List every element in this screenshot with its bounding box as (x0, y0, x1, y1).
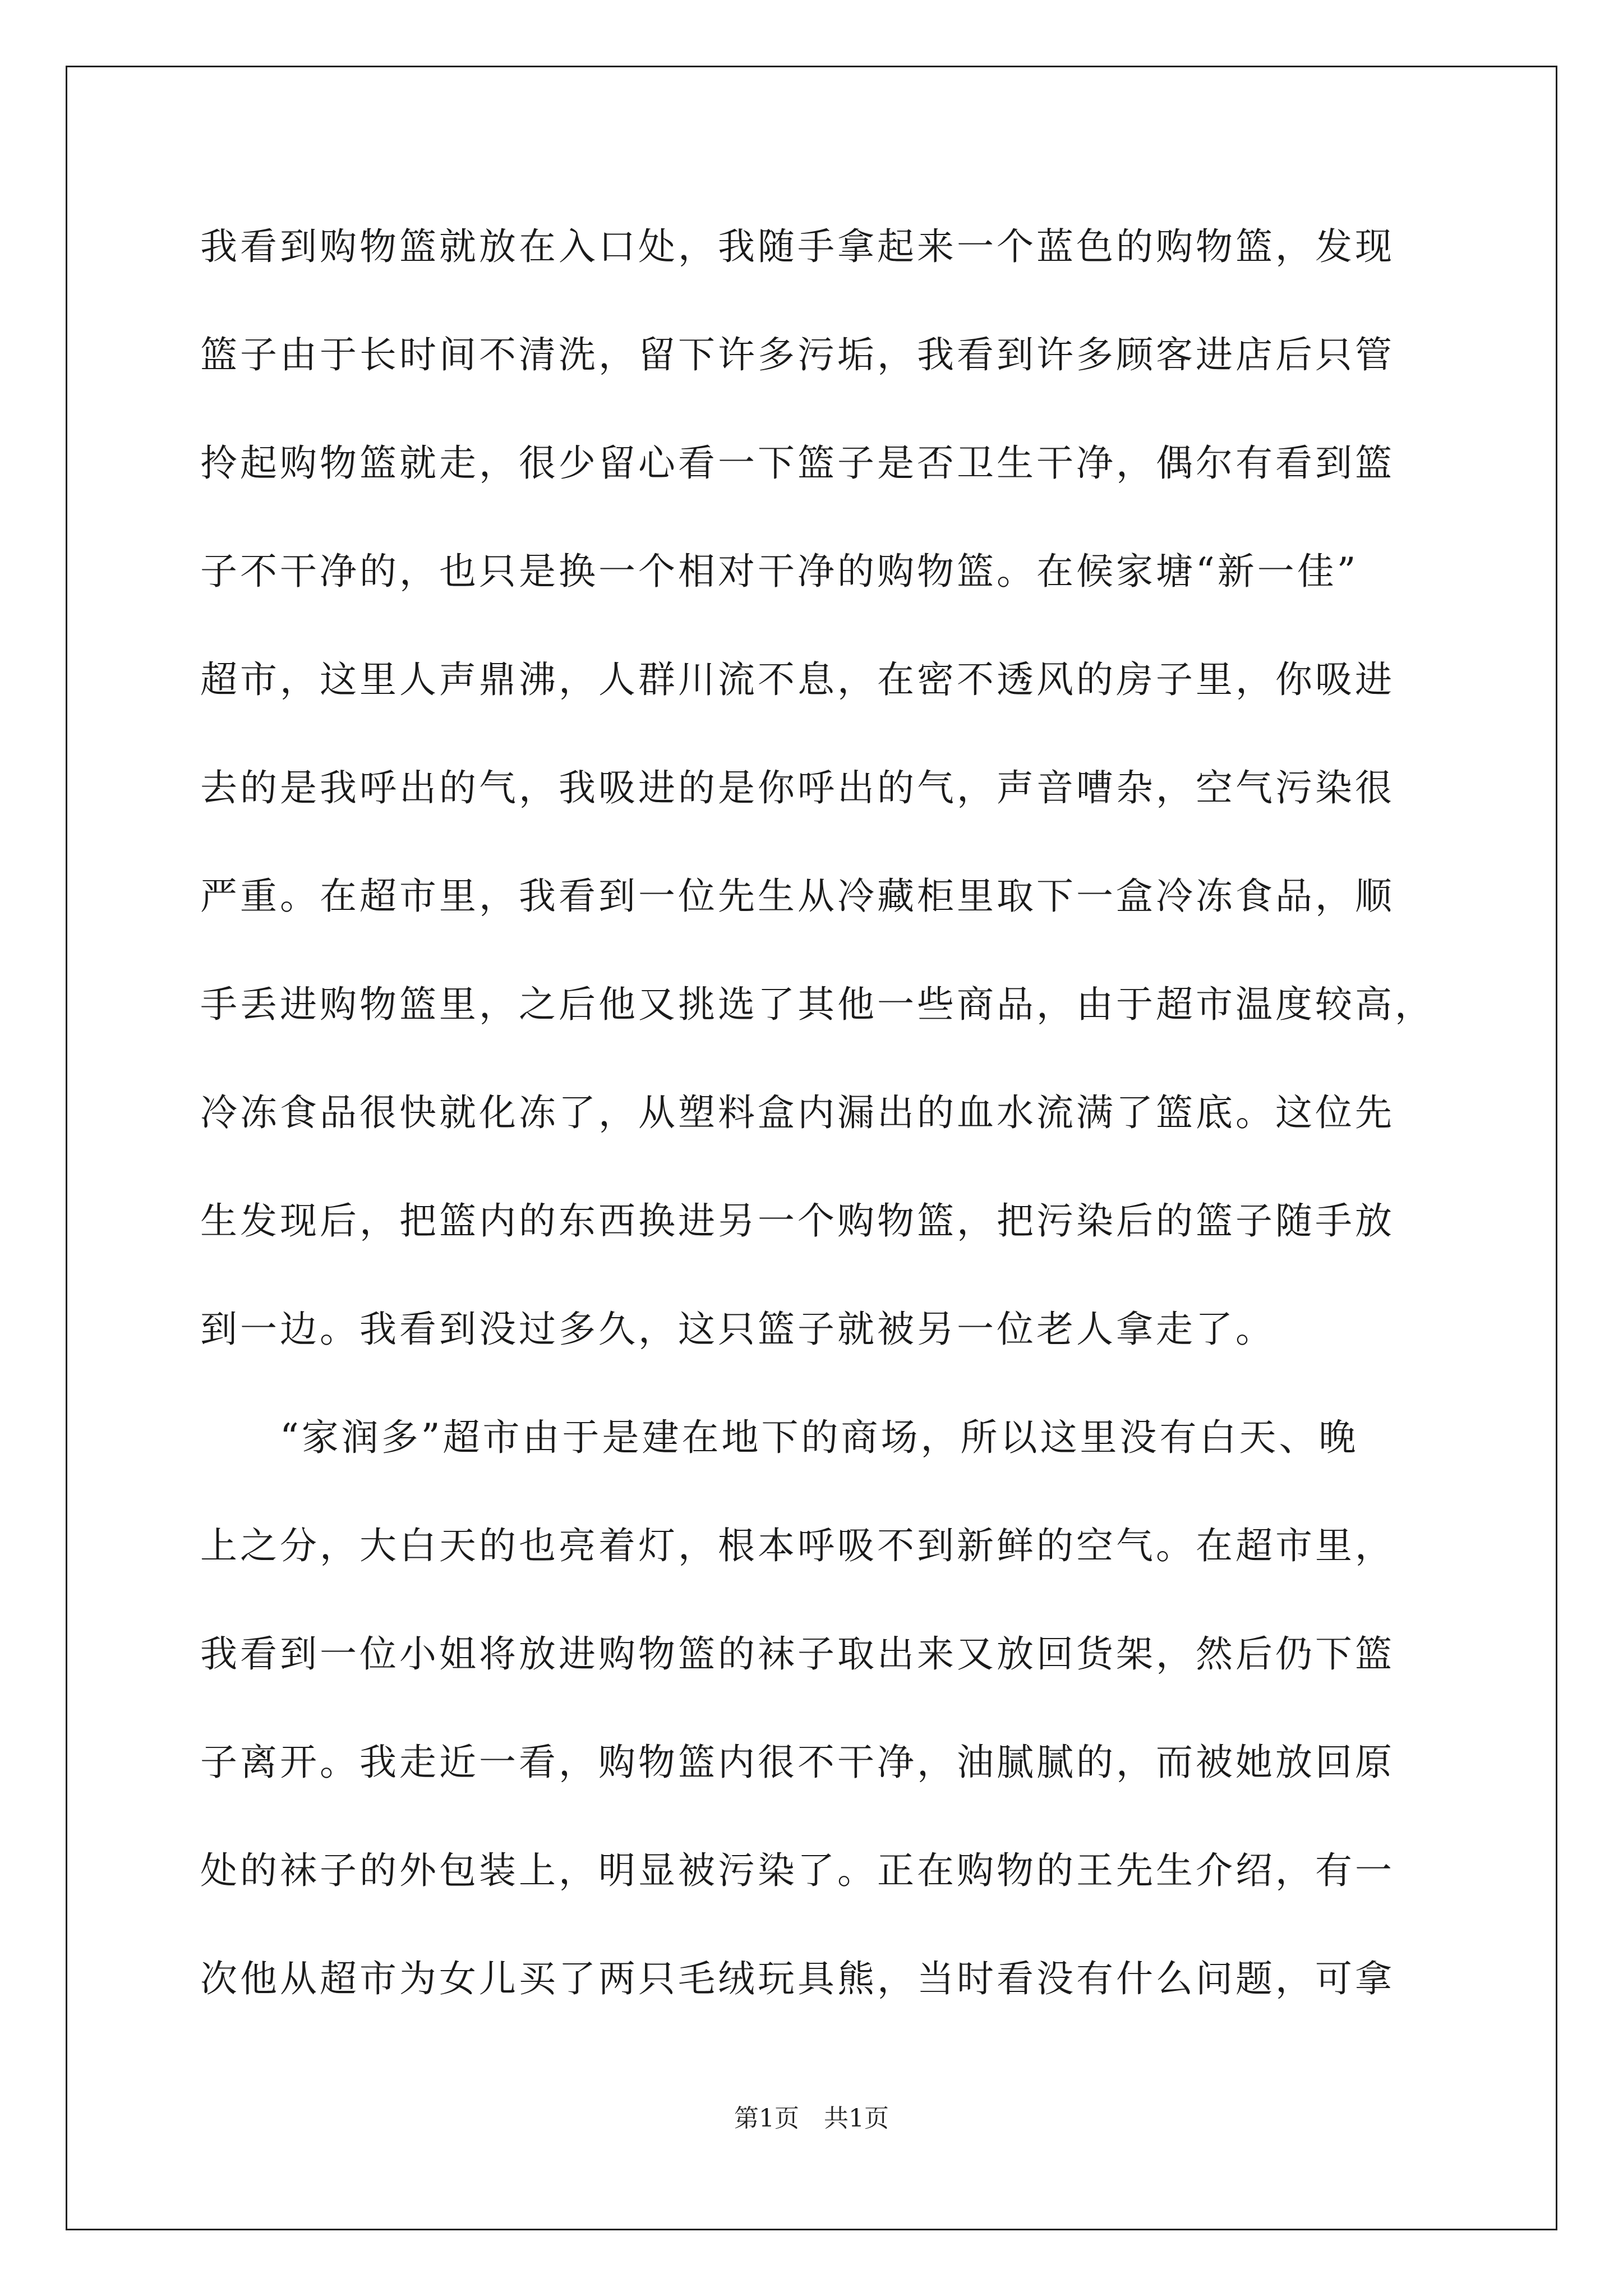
page-footer (0, 2098, 1623, 2134)
body-line: 子离开。我走近一看，购物篮内很不干净，油腻腻的，而被她放回原 (200, 1741, 1395, 1784)
page-border (66, 66, 1557, 2230)
body-line: 到一边。我看到没过多久，这只篮子就被另一位老人拿走了。 (200, 1308, 1275, 1351)
body-line: 我看到购物篮就放在入口处，我随手拿起来一个蓝色的购物篮，发现 (200, 225, 1395, 268)
body-line: 次他从超市为女儿买了两只毛绒玩具熊，当时看没有什么问题，可拿 (200, 1957, 1395, 2000)
body-line: “家润多”超市由于是建在地下的商场，所以这里没有白天、晚 (200, 1416, 1359, 1459)
body-line: 生发现后，把篮内的东西换进另一个购物篮，把污染后的篮子随手放 (200, 1199, 1395, 1243)
body-line: 子不干净的，也只是换一个相对干净的购物篮。在候家塘“新一佳” (200, 550, 1359, 593)
body-line: 处的袜子的外包装上，明显被污染了。正在购物的王先生介绍，有一 (200, 1849, 1395, 1892)
body-line: 冷冻食品很快就化冻了，从塑料盒内漏出的血水流满了篮底。这位先 (200, 1091, 1395, 1134)
body-line: 手丢进购物篮里，之后他又挑选了其他一些商品，由于超市温度较高， (200, 983, 1435, 1026)
total-pages-label: 共1页 (824, 2104, 889, 2133)
body-line: 严重。在超市里，我看到一位先生从冷藏柜里取下一盒冷冻食品，顺 (200, 875, 1395, 918)
body-line: 篮子由于长时间不清洗，留下许多污垢，我看到许多顾客进店后只管 (200, 333, 1395, 376)
body-line: 我看到一位小姐将放进购物篮的袜子取出来又放回货架，然后仍下篮 (200, 1632, 1395, 1676)
page-number-label: 第1页 (734, 2104, 799, 2133)
body-line: 去的是我呼出的气，我吸进的是你呼出的气，声音嘈杂，空气污染很 (200, 766, 1395, 809)
body-line: 拎起购物篮就走，很少留心看一下篮子是否卫生干净，偶尔有看到篮 (200, 441, 1395, 485)
body-line: 超市，这里人声鼎沸，人群川流不息，在密不透风的房子里，你吸进 (200, 658, 1395, 701)
body-line: 上之分，大白天的也亮着灯，根本呼吸不到新鲜的空气。在超市里， (200, 1524, 1395, 1567)
